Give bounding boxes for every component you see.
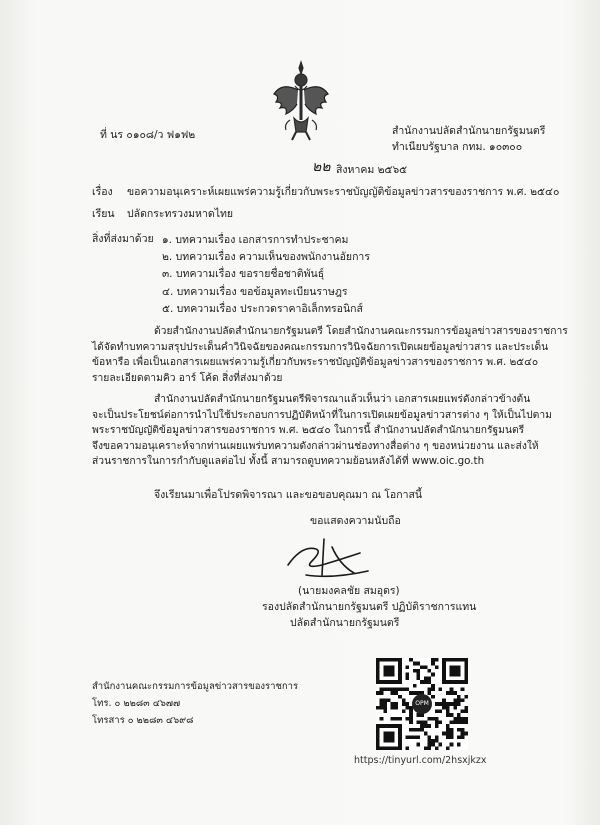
enclosure-item: ๓. บทความเรื่อง ขอรายชื่อชาติพันธุ์ (162, 268, 325, 281)
signer-name: (นายมงคลชัย สมอุดร) (298, 585, 400, 597)
salutation: ขอแสดงความนับถือ (310, 515, 401, 527)
garuda-emblem-icon (270, 60, 332, 142)
date-day: ๒๒ (312, 159, 331, 175)
enclosure-item: ๕. บทความเรื่อง ประกวดราคาอิเล็กทรอนิกส์ (162, 302, 363, 315)
enclosures-list (162, 232, 370, 318)
date-month-year: สิงหาคม ๒๕๖๕ (336, 164, 408, 176)
issuer-name: สำนักงานปลัดสำนักนายกรัฐมนตรี (392, 125, 546, 137)
paragraph-line: จะเป็นประโยชน์ต่อการนำไปใช้ประกอบการปฏิบัติหน้าที่ในการเปิดเผยข้อมูลข่าวสารต่าง ๆ ให้เป็นไปตาม (92, 408, 552, 421)
paragraph-line: สำนักงานปลัดสำนักนายกรัฐมนตรีพิจารณาแล้วเห็นว่า เอกสารเผยแพร่ดังกล่าวข้างต้น (154, 393, 531, 405)
subject-label: เรื่อง (92, 186, 113, 198)
qr-url[interactable]: https://tinyurl.com/2hsxjkzx (354, 755, 487, 766)
paragraph-line: จึงขอความอนุเคราะห์จากท่านเผยแพร่บทความดังกล่าวผ่านช่องทางสื่อต่าง ๆ ของหน่วยงาน และส่งให้ (92, 439, 539, 452)
signature-icon (282, 535, 372, 583)
paragraph-line: ข้อหารือ เพื่อเป็นเอกสารเผยแพร่ความรู้เกี่ยวกับพระราชบัญญัติข้อมูลข่าวสารของราชการ พ.ศ. ๒๕๔๐ (92, 356, 539, 368)
issuer-address: ทำเนียบรัฐบาล กทม. ๑๐๓๐๐ (392, 141, 523, 153)
paragraph-line: รายละเอียดตามคิว อาร์ โค้ด สิ่งที่ส่งมาด้วย (92, 371, 283, 384)
signer-position-1: รองปลัดสำนักนายกรัฐมนตรี ปฏิบัติราชการแทน (262, 601, 477, 613)
body-paragraph-2 (92, 392, 552, 470)
recipient-text: ปลัดกระทรวงมหาดไทย (127, 208, 234, 220)
closing-line: จึงเรียนมาเพื่อโปรดพิจารณา และขอขอบคุณมา ณ โอกาสนี้ (154, 489, 423, 501)
qr-badge: OPM (412, 694, 432, 714)
enclosure-item: ๔. บทความเรื่อง ขอข้อมูลทะเบียนราษฎร (162, 285, 348, 298)
paragraph-line: ส่วนราชการในการกำกับดูแลต่อไป ทั้งนี้ สามารถดูบทความย้อนหลังได้ที่ www.oic.go.th (92, 455, 485, 467)
paragraph-line: ด้วยสำนักงานปลัดสำนักนายกรัฐมนตรี โดยสำนักงานคณะกรรมการข้อมูลข่าวสารของราชการ (154, 325, 568, 337)
body-paragraph-1 (92, 324, 568, 386)
footer-fax: โทรสาร ๐ ๒๒๘๓ ๔๖๙๘ (92, 715, 194, 726)
paragraph-line: พระราชบัญญัติข้อมูลข่าวสารของราชการ พ.ศ. ๒๕๔๐ ในการนี้ สำนักงานปลัดสำนักนายกรัฐมนตรี (92, 424, 525, 436)
subject-text: ขอความอนุเคราะห์เผยแพร่ความรู้เกี่ยวกับพระราชบัญญัติข้อมูลข่าวสารของราชการ พ.ศ. ๒๕๔๐ (127, 186, 560, 198)
enclosure-item: ๑. บทความเรื่อง เอกสารการทำประชาคม (162, 234, 349, 246)
signer-position-2: ปลัดสำนักนายกรัฐมนตรี (290, 617, 400, 629)
paragraph-line: ได้จัดทำบทความสรุปประเด็นคำวินิจฉัยของคณะกรรมการวินิจฉัยการเปิดเผยข้อมูลข่าวสาร และประเด็น (92, 340, 549, 353)
enclosure-item: ๒. บทความเรื่อง ความเห็นของพนักงานอัยการ (162, 251, 370, 264)
footer-office: สำนักงานคณะกรรมการข้อมูลข่าวสารของราชการ (92, 681, 299, 692)
document-number: ที่ นร ๐๑๐๘/ว ฟ๑ฟ๒ (100, 129, 196, 141)
footer-phone: โทร. ๐ ๒๒๘๓ ๔๖๗๗ (92, 698, 181, 709)
recipient-label: เรียน (92, 208, 115, 220)
enclosures-label: สิ่งที่ส่งมาด้วย (92, 233, 154, 245)
